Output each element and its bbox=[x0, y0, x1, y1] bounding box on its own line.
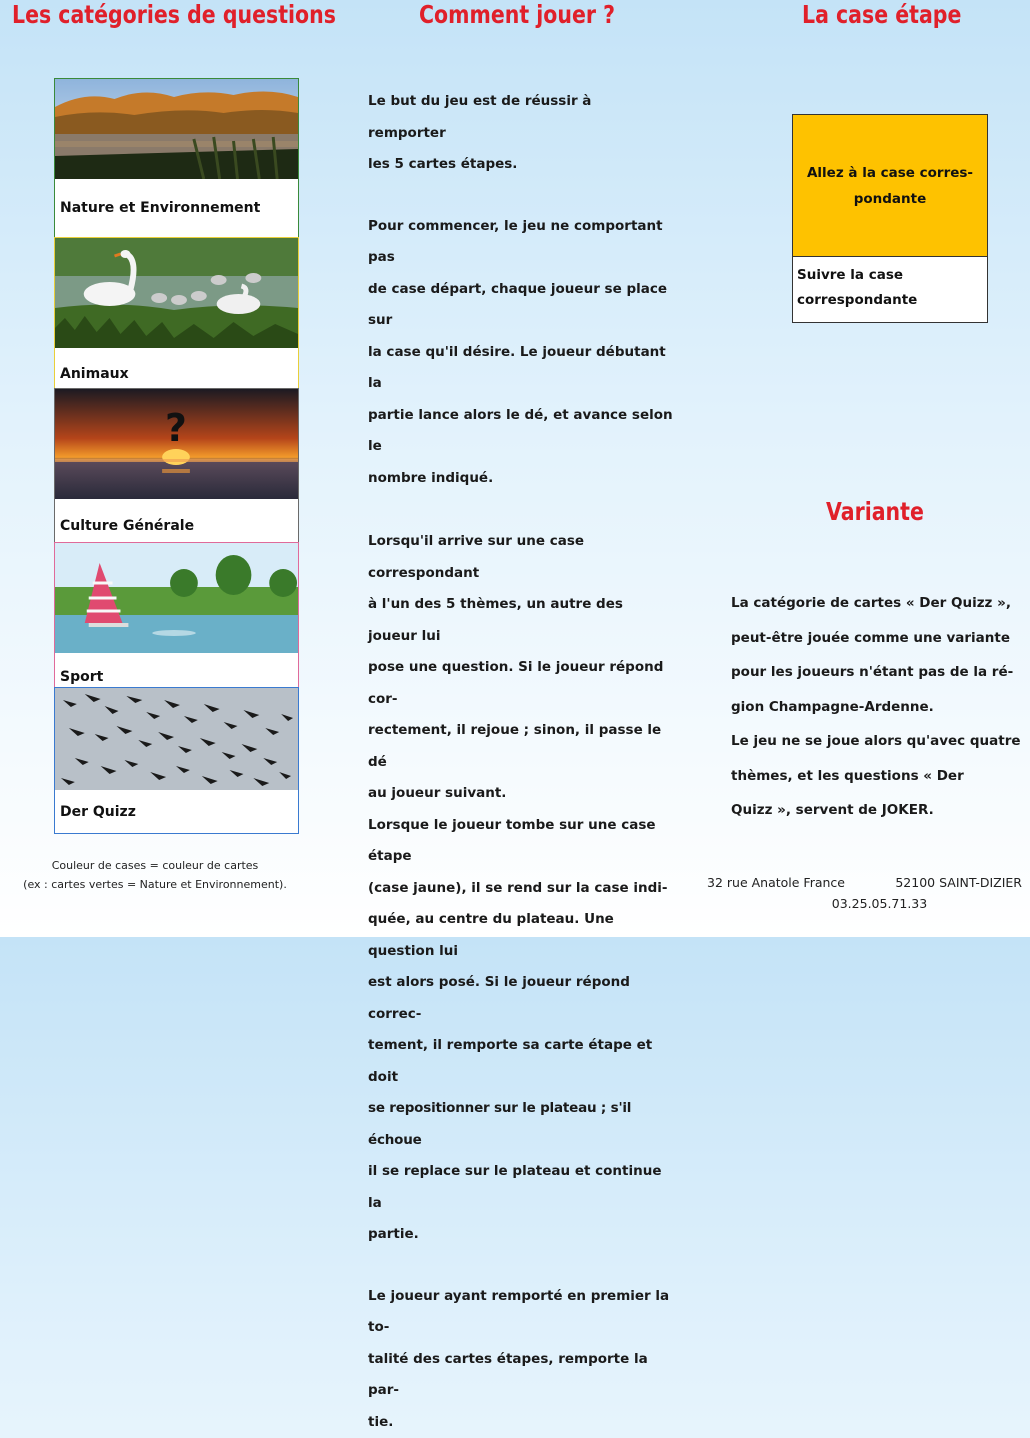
text-line: Le but du jeu est de réussir à remporter bbox=[368, 86, 673, 149]
variant-heading: Variante bbox=[826, 497, 924, 526]
paragraph-start bbox=[368, 211, 673, 495]
text-line: quée, au centre du plateau. Une question lui bbox=[368, 904, 673, 967]
text-line: tie. bbox=[368, 1407, 673, 1438]
text-line: Le joueur ayant remporté en premier la to- bbox=[368, 1281, 673, 1344]
text-line: est alors posé. Si le joueur répond correc- bbox=[368, 967, 673, 1030]
category-label: Sport bbox=[55, 653, 298, 687]
text-line: (case jaune), il se rend sur la case indi- bbox=[368, 873, 673, 905]
category-card-der-quizz bbox=[54, 687, 299, 834]
text-line: Lorsque le joueur tombe sur une case étape bbox=[368, 810, 673, 873]
text-line: au joueur suivant. bbox=[368, 778, 673, 810]
variant-text bbox=[731, 586, 1026, 828]
how-to-play-text bbox=[368, 86, 673, 1438]
geese-flock-image bbox=[55, 688, 298, 790]
text-line: nombre indiqué. bbox=[368, 463, 673, 495]
paragraph-step-square bbox=[368, 810, 673, 1251]
text-line: pour les joueurs n'étant pas de la ré- bbox=[731, 655, 1026, 690]
text-line: il se replace sur le plateau et continue la bbox=[368, 1156, 673, 1219]
text-line: la case qu'il désire. Le joueur débutant la bbox=[368, 337, 673, 400]
note-line: Couleur de cases = couleur de cartes bbox=[0, 856, 310, 875]
step-square-yellow: Allez à la case corres- pondante bbox=[793, 115, 987, 257]
text-line: La catégorie de cartes « Der Quizz », bbox=[731, 586, 1026, 621]
category-label: Nature et Environnement bbox=[55, 179, 298, 237]
sunset-question-image bbox=[55, 389, 298, 499]
step-square-heading: La case étape bbox=[802, 0, 961, 29]
paragraph-win bbox=[368, 1281, 673, 1438]
sailboat-image bbox=[55, 543, 298, 653]
text-line: peut-être jouée comme une variante bbox=[731, 621, 1026, 656]
svg-text:?: ? bbox=[165, 406, 187, 450]
text-line: les 5 cartes étapes. bbox=[368, 149, 673, 181]
text-line: Lorsqu'il arrive sur une case correspondant bbox=[368, 526, 673, 589]
category-card-nature bbox=[54, 78, 299, 238]
category-label: Culture Générale bbox=[55, 499, 298, 542]
text-line: se repositionner sur le plateau ; s'il échoue bbox=[368, 1093, 673, 1156]
nature-lake-image bbox=[55, 79, 298, 179]
paragraph-goal bbox=[368, 86, 673, 181]
text-line: Pour commencer, le jeu ne comportant pas bbox=[368, 211, 673, 274]
text-line: talité des cartes étapes, remporte la par- bbox=[368, 1344, 673, 1407]
text-line: pose une question. Si le joueur répond cor- bbox=[368, 652, 673, 715]
text-line: à l'un des 5 thèmes, un autre des joueur lui bbox=[368, 589, 673, 652]
street-address: 32 rue Anatole France bbox=[707, 872, 845, 893]
category-color-note bbox=[0, 856, 310, 894]
category-card-culture bbox=[54, 388, 299, 543]
paragraph-theme-square bbox=[368, 526, 673, 810]
note-line: (ex : cartes vertes = Nature et Environnement). bbox=[0, 875, 310, 894]
phone-number: 03.25.05.71.33 bbox=[707, 893, 1022, 914]
city: 52100 SAINT-DIZIER bbox=[895, 872, 1022, 893]
swans-image bbox=[55, 238, 298, 348]
text-line: thèmes, et les questions « Der bbox=[731, 759, 1026, 794]
text-line: rectement, il rejoue ; sinon, il passe le dé bbox=[368, 715, 673, 778]
text-line: tement, il remporte sa carte étape et doit bbox=[368, 1030, 673, 1093]
text-line: Le jeu ne se joue alors qu'avec quatre bbox=[731, 724, 1026, 759]
category-label: Der Quizz bbox=[55, 790, 298, 833]
step-square-card bbox=[792, 114, 988, 323]
category-card-sport bbox=[54, 542, 299, 688]
text-line: de case départ, chaque joueur se place sur bbox=[368, 274, 673, 337]
categories-heading: Les catégories de questions bbox=[12, 0, 336, 29]
text-line: Quizz », servent de JOKER. bbox=[731, 793, 1026, 828]
address-block bbox=[707, 872, 1022, 914]
how-to-play-heading: Comment jouer ? bbox=[419, 0, 615, 29]
text-line: partie. bbox=[368, 1219, 673, 1251]
text-line: gion Champagne-Ardenne. bbox=[731, 690, 1026, 725]
category-label: Animaux bbox=[55, 348, 298, 388]
step-square-caption: Suivre la case correspondante bbox=[793, 257, 987, 319]
text-line: partie lance alors le dé, et avance selon le bbox=[368, 400, 673, 463]
category-card-animals bbox=[54, 237, 299, 389]
